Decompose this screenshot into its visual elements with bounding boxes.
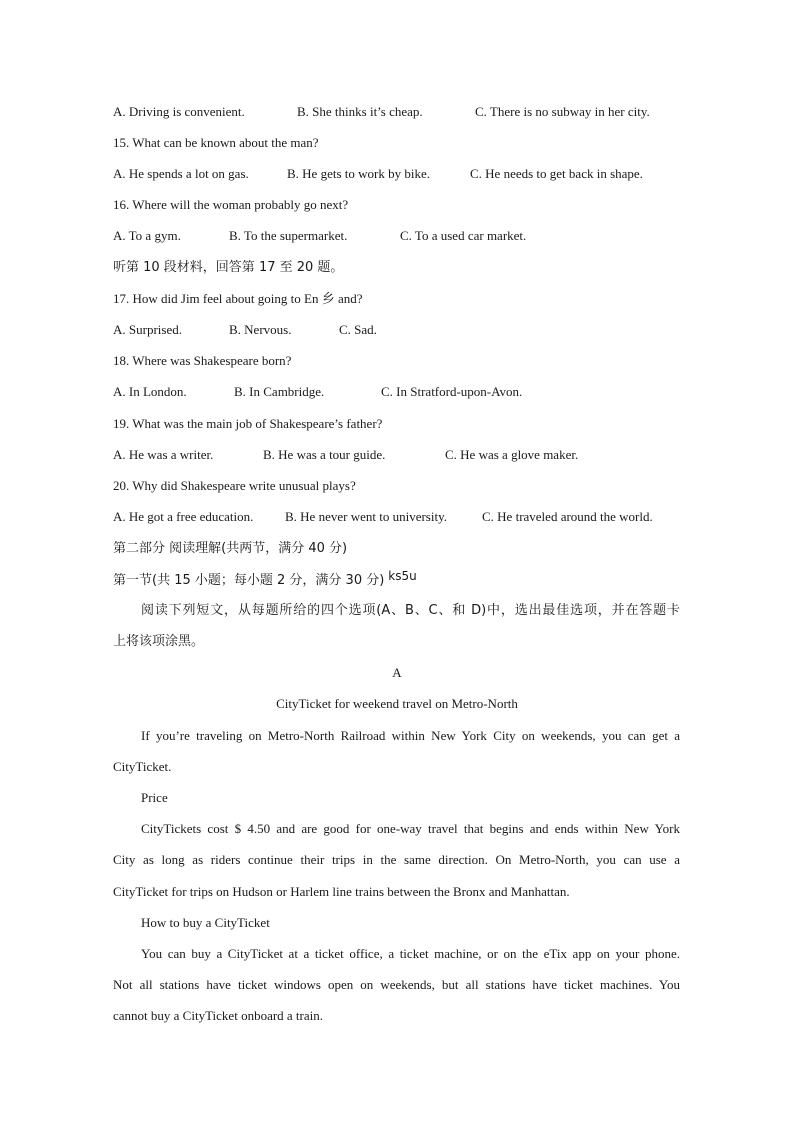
- q16-option-b: B. To the supermarket.: [229, 228, 348, 243]
- section-1-title-row: [113, 569, 417, 589]
- q17-option-a: A. Surprised.: [113, 322, 182, 337]
- q20-question: 20. Why did Shakespeare write unusual plays?: [113, 478, 356, 493]
- q18-option-a: A. In London.: [113, 384, 187, 399]
- passage-title: CityTicket for weekend travel on Metro-North: [276, 696, 518, 711]
- q16-option-c: C. To a used car market.: [400, 228, 527, 243]
- q17-option-c: C. Sad.: [339, 322, 377, 337]
- q16-question: 16. Where will the woman probably go next?: [113, 197, 349, 212]
- q14-option-a: A. Driving is convenient.: [113, 104, 245, 119]
- instructions-line-2: 上将该项涂黑。: [113, 634, 205, 649]
- ks5u-watermark: ks5u: [388, 569, 417, 583]
- passage-heading-price: Price: [141, 790, 168, 805]
- section-1-title: 第一节(共 15 小题；每小题 2 分，满分 30 分): [113, 573, 385, 588]
- q17-question: 17. How did Jim feel about going to En 乡 and?: [113, 291, 363, 306]
- q14-option-b: B. She thinks it’s cheap.: [297, 104, 423, 119]
- q19-option-a: A. He was a writer.: [113, 447, 214, 462]
- q15-option-b: B. He gets to work by bike.: [287, 166, 430, 181]
- q19-option-b: B. He was a tour guide.: [263, 447, 386, 462]
- passage-p2-line-3: CityTicket for trips on Hudson or Harlem line trains between the Bronx and Manhattan.: [113, 884, 570, 899]
- passage-p3-line-1: You can buy a CityTicket at a ticket office, a ticket machine, or on the eTix app on your phone.: [141, 946, 680, 961]
- passage-p3-line-2: Not all stations have ticket windows open on weekends, but all stations have ticket machines. You: [113, 977, 680, 992]
- q14-option-c: C. There is no subway in her city.: [475, 104, 650, 119]
- q16-option-a: A. To a gym.: [113, 228, 181, 243]
- q17-option-b: B. Nervous.: [229, 322, 292, 337]
- q18-option-b: B. In Cambridge.: [234, 384, 325, 399]
- q20-option-c: C. He traveled around the world.: [482, 509, 653, 524]
- q18-question: 18. Where was Shakespeare born?: [113, 353, 292, 368]
- q19-question: 19. What was the main job of Shakespeare’s father?: [113, 416, 383, 431]
- passage-p3-line-3: cannot buy a CityTicket onboard a train.: [113, 1008, 324, 1023]
- passage-p2-line-2: City as long as riders continue their trips in the same direction. On Metro-North, you can use a: [113, 852, 680, 867]
- passage-heading-buy: How to buy a CityTicket: [141, 915, 270, 930]
- q15-question: 15. What can be known about the man?: [113, 135, 319, 150]
- q15-option-c: C. He needs to get back in shape.: [470, 166, 643, 181]
- passage-letter: A: [392, 665, 402, 680]
- q15-option-a: A. He spends a lot on gas.: [113, 166, 249, 181]
- passage-p1-line-2: CityTicket.: [113, 759, 172, 774]
- part-2-title: 第二部分 阅读理解(共两节，满分 40 分): [113, 541, 348, 556]
- section-10-heading: 听第 10 段材料，回答第 17 至 20 题。: [113, 260, 344, 275]
- passage-p2-line-1: CityTickets cost $ 4.50 and are good for one-way travel that begins and ends within New York: [141, 821, 680, 836]
- passage-p1-line-1: If you’re traveling on Metro-North Railroad within New York City on weekends, you can get a: [141, 728, 680, 743]
- q19-option-c: C. He was a glove maker.: [445, 447, 579, 462]
- q20-option-b: B. He never went to university.: [285, 509, 447, 524]
- instructions-line-1: 阅读下列短文，从每题所给的四个选项(A、B、C、和 D)中，选出最佳选项，并在答题卡: [141, 603, 680, 618]
- q20-option-a: A. He got a free education.: [113, 509, 254, 524]
- q18-option-c: C. In Stratford-upon-Avon.: [381, 384, 523, 399]
